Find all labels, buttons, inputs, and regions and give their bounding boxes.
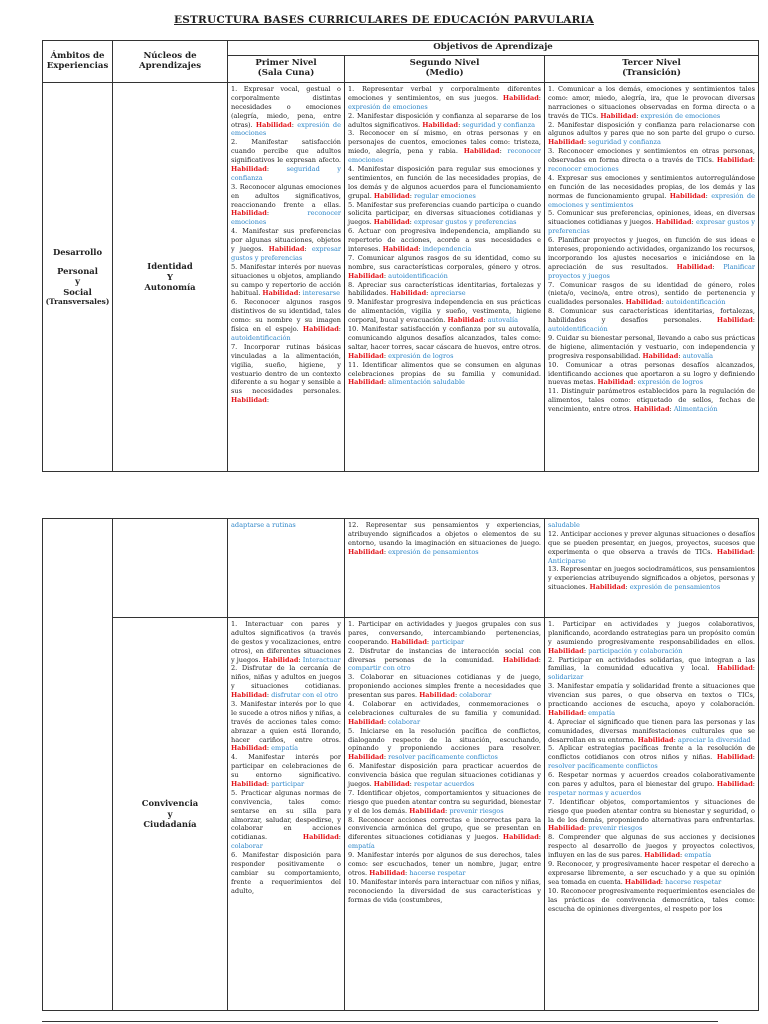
habilidad-value: respetar normas y acuerdos [548, 788, 642, 797]
objetivo-item: 6. Manifestar disposición para practicar acuerdos de convivencia básica que regulan situaciones cotidianas y juegos. Habilidad: respetar acuerdos [348, 762, 541, 789]
habilidad-label: Habilidad [348, 717, 384, 726]
objetivo-text: 10. Manifestar satisfacción y confianza por su autovalía, comunicando algunos desafíos alcanzados, tales como: saltar, hacer torres, sacar cáscara de huevos, entre otros. [348, 325, 541, 351]
objetivo-text: 1. Representar verbal y corporalmente diferentes emociones y sentimientos, en sus juegos. [348, 85, 541, 102]
objetivo-text: 6. Actuar con progresiva independencia, ampliando su repertorio de acciones, acorde a sus necesidades e intereses. [348, 227, 541, 254]
objetivo-item: 6. Respetar normas y acuerdos creados colaborativamente con pares y adultos, para el bienestar del grupo. Habilidad: respetar normas y acuerdos [548, 771, 755, 797]
objetivo-item: 4. Colaborar en actividades, conmemoraciones o celebraciones culturales de su familia y comunidad. Habilidad: colaborar [348, 700, 541, 726]
habilidad-value: disfrutar con el otro [271, 691, 338, 700]
objetivo-item: 7. Identificar objetos, comportamientos y situaciones de riesgo que pueden atentar contra su seguridad, bienestar y el de los demás. Habilidad: prevenir riesgos [348, 788, 541, 815]
curriculum-table-page2 [42, 518, 759, 1011]
habilidad-label: Habilidad [625, 298, 662, 307]
objetivo-item: 3. Manifestar empatía y solidaridad frente a situaciones que vivencian sus pares, o que observa en textos o TICs, practicando acciones de escucha, apoyo y colaboración. Habilidad: empatía [548, 682, 755, 717]
objetivo-text: 3. Reconocer en sí mismo, en otras personas y en personajes de cuentos, emociones tales como: tristeza, miedo, alegría, pena y rabia. [348, 129, 541, 156]
habilidad-label: Habilidad [502, 93, 539, 102]
segundo-nivel-sub: (Medio) [425, 68, 464, 78]
objetivo-item: 4. Apreciar el significado que tienen para las personas y las comunidades, diversas manifestaciones culturales que se desarrollan en su entorno. Habilidad: apreciar la diversidad [548, 717, 755, 744]
objetivo-item: 1. Representar verbal y corporalmente diferentes emociones y sentimientos, en sus juegos. Habilidad: expresión de emociones [348, 85, 541, 111]
habilidad-value: seguridad y confianza [462, 120, 536, 129]
habilidad-value: independencia [422, 245, 472, 254]
habilidad-label: Habilidad [373, 780, 410, 789]
habilidad-value: reconocer emociones [548, 165, 619, 174]
objetivo-item: 6. Actuar con progresiva independencia, ampliando su repertorio de acciones, acorde a sus necesidades e intereses. Habilidad: independencia [348, 227, 541, 254]
objetivo-item: 3. Reconocer algunas emociones en adultos significativos, reaccionando frente a ellas. Habilidad: reconocer emociones [231, 182, 341, 227]
objetivo-text: 4. Expresar sus emociones y sentimientos autorregulándose en función de las necesidades propias, de los demás y las normas de funcionamiento grupal. [548, 173, 755, 200]
habilidad-value: seguridad y confianza [588, 138, 661, 147]
objetivo-text: 5. Practicar algunas normas de convivencia, tales como: sentarse en su silla para almorzar, saludar, despedirse, y colaborar en acciones cotidianas. [231, 788, 341, 842]
objetivo-item [548, 887, 755, 914]
habilidad-label: Habilidad [302, 325, 339, 334]
nucleo-identidad-autonomia [113, 83, 228, 472]
habilidad-label: Habilidad [391, 637, 427, 646]
objetivo-text: 2. Manifestar satisfacción cuando percibe que adultos significativos le expresan afecto. [231, 138, 341, 165]
objetivo-item: 9. Manifestar progresiva independencia en sus prácticas de alimentación, vigilia y sueño, vestimenta, higiene corporal, bucal y evacuación. Habilidad: autovalía [348, 298, 541, 325]
objetivo-text: 10. Comunicar a otras personas desafíos alcanzados, identificando acciones que aportaron a su logro y definiendo nuevas metas. [548, 360, 755, 387]
objetivo-item: 8. Reconocer acciones correctas e incorrectas para la convivencia armónica del grupo, que se presentan en diferentes situaciones cotidianas y juegos. Habilidad: empatía [348, 815, 541, 851]
objetivo-item: 11. Distinguir parámetros establecidos para la regulación de alimentos, tales como: etiquetado de sellos, fechas de vencimiento, entre otros. Habilidad: Alimentación [548, 387, 755, 414]
objetivo-item: 5. Manifestar sus preferencias cuando participa o cuando solicita participar, en diversas situaciones cotidianas y juegos. Habilidad: expresar gustos y preferencias [348, 200, 541, 227]
habilidad-label: Habilidad [502, 833, 539, 842]
nucleo-line: Convivencia [141, 798, 199, 809]
habilidad-value: expresar gustos y preferencias [231, 245, 341, 262]
habilidad-label: Habilidad [597, 378, 634, 387]
objetivo-text: 7. Comunicar rasgos de su identidad de género, roles (nieta/o, vecino/a, entre otros), sentido de pertenencia y cualidades personales. [548, 280, 755, 307]
objetivo-text: 8. Apreciar sus características identitarias, fortalezas y habilidades. [348, 280, 541, 298]
objetivo-item: 13. Representar en juegos sociodramáticos, sus pensamientos y experiencias atribuyendo significados a objetos, personas y situaciones. Habilidad: expresión de pensamientos [548, 565, 755, 592]
objetivo-item [231, 521, 341, 530]
objetivos-list [228, 83, 344, 470]
objetivo-item: 7. Comunicar algunos rasgos de su identidad, como su nombre, sus características corporales, género y otros. Habilidad: autoidentificación [348, 253, 541, 280]
objetivo-item: 9. Manifestar interés por algunos de sus derechos, tales como: ser escuchados, tener un nombre, jugar, entre otros. Habilidad: hacerse respetar [348, 851, 541, 877]
objetivo-item: 8. Comprender que algunas de sus acciones y decisiones respecto al desarrollo de juegos y proyectos colectivos, influyen en las de sus pares. Habilidad: empatía [548, 833, 755, 860]
objetivo-text: 3. Manifestar empatía y solidaridad frente a situaciones que vivencian sus pares, o que observa en textos o TICs, practicando acciones de escucha, apoyo y colaboración. [548, 682, 755, 709]
habilidad-value: respetar acuerdos [413, 780, 475, 789]
habilidad-value: apreciarse [430, 289, 466, 298]
habilidad-value: participar [431, 637, 465, 646]
objetivos-list [228, 519, 344, 616]
objetivo-text: 2. Participar en actividades solidarias, que integran a las familias, la comunidad educativa y local. [548, 655, 755, 673]
habilidad-value: expresión de emociones [640, 111, 721, 120]
habilidad-label: Habilidad [231, 780, 267, 789]
objetivo-item: 10. Manifestar satisfacción y confianza por su autovalía, comunicando algunos desafíos alcanzados, tales como: saltar, hacer torres, sacar cáscara de huevos, entre otros. Habilidad: expresión de logros [348, 325, 541, 360]
habilidad-label: Habilidad [644, 851, 681, 860]
habilidad-value: autovalía [487, 316, 518, 325]
habilidad-value: empatía [348, 842, 375, 851]
objetivo-text: 3. Reconocer emociones y sentimientos en otras personas, observadas en forma directa o a través de TICs. [548, 147, 755, 165]
habilidad-label: Habilidad [716, 664, 753, 673]
objetivo-text: 12. Anticipar acciones y prever algunas situaciones o desafíos que se pueden presentar, en juegos, proyectos, sucesos que experimenta o que observa a través de TICs. [548, 529, 755, 556]
header-primer-nivel [228, 56, 345, 83]
objetivo-text: 12. Representar sus pensamientos y experiencias, atribuyendo significados a objetos o elementos de su entorno, usando la imaginación en situaciones de juego. [348, 521, 541, 547]
habilidad-label: Habilidad [231, 165, 267, 174]
objetivos-list [545, 519, 758, 616]
habilidad-label: Habilidad [348, 351, 384, 360]
objetivo-item: 8. Comunicar sus características identitarias, fortalezas, habilidades y desafíos personales. Habilidad: autoidentificación [548, 307, 755, 334]
habilidad-label: Habilidad [716, 780, 753, 789]
identidad-cont-segundo-cell [345, 519, 545, 618]
identidad-cont-primer-cell [228, 519, 345, 618]
objetivo-text: 5. Aplicar estrategias pacíficas frente a la resolución de conflictos cotidianos con otros niños y niñas. [548, 744, 755, 762]
habilidad-value: reconocer emociones [348, 147, 541, 165]
nucleo-continuation-cell [113, 519, 228, 618]
header-nucleos: Núcleos de Aprendizajes [113, 41, 228, 83]
objetivo-text: 9. Manifestar interés por algunos de sus derechos, tales como: ser escuchados, tener un nombre, jugar, entre otros. [348, 851, 541, 877]
habilidad-label: Habilidad [589, 583, 626, 592]
objetivo-text: 3. Colaborar en situaciones cotidianas y de juego, proponiendo acciones simples frente a necesidades que presentan sus pares. [348, 673, 541, 700]
habilidad-label: Habilidad [373, 191, 410, 200]
habilidad-label: Habilidad [716, 316, 753, 325]
objetivo-text: 4. Apreciar el significado que tienen para las personas y las comunidades, diversas manifestaciones culturales que se desarrollan en su entorno. [548, 717, 755, 744]
habilidad-label: Habilidad [637, 735, 674, 744]
habilidad-value: adaptarse a rutinas [231, 521, 296, 529]
objetivo-item: 4. Manifestar disposición para regular sus emociones y sentimientos, en función de las necesidades propias, de los demás y de algunos acuerdos para el funcionamiento grupal. Habilidad: regular emociones [348, 165, 541, 200]
primer-nivel-label: Primer Nivel [255, 58, 317, 69]
identidad-cont-tercer-cell [545, 519, 759, 618]
habilidad-label: Habilidad [463, 147, 500, 156]
habilidad-value: expresar gustos y preferencias [413, 218, 517, 227]
habilidad-value: expresión de logros [637, 378, 703, 387]
habilidad-label: Habilidad [231, 744, 267, 753]
habilidad-value: apreciar la diversidad [677, 735, 751, 744]
objetivo-item [548, 521, 755, 530]
objetivo-text: 7. Identificar objetos, comportamientos y situaciones de riesgo que pueden atentar contra su bienestar y seguridad, o la de los demás, proponiendo alternativas para enfrentarlas. [548, 797, 755, 824]
objetivo-text: 5. Iniciarse en la resolución pacífica de conflictos, dialogando respecto de la situación, escuchando, opinando y proponiendo acciones para resolver. [348, 726, 541, 753]
habilidad-label: Habilidad [676, 262, 713, 271]
objetivo-item: 2. Participar en actividades solidarias, que integran a las familias, la comunidad educativa y local. Habilidad: solidarizar [548, 655, 755, 682]
habilidad-value: expresión de emociones [231, 120, 341, 138]
objetivo-text: 5. Manifestar interés por nuevas situaciones u objetos, ampliando su campo y repertorio de acción habitual. [231, 262, 341, 298]
ambito-line: Personal [57, 265, 98, 276]
next-page-top-border [42, 1021, 718, 1022]
objetivo-text: 4. Manifestar sus preferencias por algunas situaciones, objetos y juegos. [231, 227, 341, 254]
nucleo-line: Autonomía [144, 282, 196, 293]
objetivo-text: 11. Distinguir parámetros establecidos para la regulación de alimentos, tales como: etiquetado de sellos, fechas de vencimiento, entre otros. [548, 387, 755, 414]
objetivo-text: 1. Participar en actividades y juegos colaborativos, planificando, acordando estrategias para un propósito común y asumiendo progresivamente responsabilidades en ellos. [548, 620, 755, 646]
habilidad-label: Habilidad [302, 833, 339, 842]
habilidad-label: Habilidad [548, 138, 584, 147]
ambito-line: (Transversales) [45, 297, 110, 307]
habilidad-label: Habilidad [624, 877, 661, 886]
header-segundo-nivel [345, 56, 545, 83]
habilidad-label: Habilidad [231, 691, 267, 700]
objetivo-item: 7. Identificar objetos, comportamientos y situaciones de riesgo que pueden atentar contra su bienestar y seguridad, o la de los demás, proponiendo alternativas para enfrentarlas. Habilidad: prevenir riesgos [548, 797, 755, 833]
habilidad-value: colaborar [231, 842, 263, 851]
habilidad-value: empatía [271, 744, 298, 753]
habilidad-value: colaborar [459, 691, 492, 700]
habilidad-label: Habilidad [369, 868, 406, 877]
habilidad-label: Habilidad [348, 271, 384, 280]
tercer-nivel-sub: (Transición) [622, 68, 681, 78]
primer-nivel-sub: (Sala Cuna) [257, 68, 315, 78]
objetivo-item: 1. Interactuar con pares y adultos significativos (a través de gestos y vocalizaciones, entre otros), en diferentes situaciones y juegos. Habilidad: Interactuar [231, 620, 341, 664]
objetivos-list [545, 83, 758, 470]
habilidad-value: prevenir riesgos [588, 824, 643, 833]
habilidad-value: saludable [548, 521, 580, 529]
objetivo-item [231, 851, 341, 895]
objetivo-item: 4. Manifestar sus preferencias por algunas situaciones, objetos y juegos. Habilidad: expresar gustos y preferencias [231, 227, 341, 262]
objetivo-item: 4. Manifestar interés por participar en celebraciones de su entorno significativo. Habilidad: participar [231, 753, 341, 789]
habilidad-label: Habilidad [255, 120, 292, 129]
objetivo-text: 13. Representar en juegos sociodramáticos, sus pensamientos y experiencias atribuyendo significados a objetos, personas y situaciones. [548, 565, 755, 592]
habilidad-label: Habilidad [716, 547, 753, 556]
objetivo-text: 6. Manifestar disposición para practicar acuerdos de convivencia básica que regulan situaciones cotidianas y juegos. [348, 762, 541, 789]
objetivo-item: 12. Anticipar acciones y prever algunas situaciones o desafíos que se pueden presentar, en juegos, proyectos, sucesos que experimenta o que observa a través de TICs. Habilidad: Anticiparse [548, 529, 755, 565]
nucleo-line: y [167, 808, 173, 819]
habilidad-label: Habilidad [231, 396, 267, 405]
habilidad-value: autovalía [682, 351, 714, 360]
habilidad-value: expresar gustos y preferencias [548, 218, 755, 236]
identidad-tercer-nivel-cell [545, 83, 759, 472]
objetivo-item: 3. Manifestar interés por lo que le sucede a otros niños y niñas, a través de acciones tales como: abrazar a quien está llorando, hacer cariños, entre otros. Habilidad: empatía [231, 700, 341, 753]
habilidad-label: Habilidad [262, 655, 299, 664]
objetivo-text: 2. Manifestar disposición y confianza para relacionarse con algunos adultos y pares que no son parte del grupo o curso. [548, 120, 755, 138]
ambito-line: y [75, 276, 80, 287]
objetivo-text: 1. Expresar vocal, gestual o corporalmente distintas necesidades o emociones (alegría, miedo, pena, entre otras). [231, 85, 341, 129]
habilidad-value: Alimentación [673, 405, 718, 414]
habilidad-value: regular emociones [414, 191, 476, 200]
habilidad-label: Habilidad [409, 806, 446, 815]
curriculum-table-page1 [42, 40, 759, 472]
habilidad-value: prevenir riesgos [449, 806, 504, 815]
habilidad-label: Habilidad [348, 378, 384, 387]
habilidad-label: Habilidad [548, 708, 584, 717]
habilidad-label: Habilidad [548, 646, 584, 655]
objetivo-item: 4. Expresar sus emociones y sentimientos autorregulándose en función de las necesidades propias, de los demás y las normas de funcionamiento grupal. Habilidad: expresión de emociones y sentimientos [548, 173, 755, 209]
objetivo-item: 3. Reconocer en sí mismo, en otras personas y en personajes de cuentos, emociones tales como: tristeza, miedo, alegría, pena y rabia. Habilidad: reconocer emociones [348, 129, 541, 165]
objetivo-text: 1. Interactuar con pares y adultos significativos (a través de gestos y vocalizaciones, entre otros), en diferentes situaciones y juegos. [231, 620, 341, 664]
objetivo-text: 2. Disfrutar de la cercanía de niños, niñas y adultos en juegos y situaciones cotidianas. [231, 664, 341, 691]
habilidad-label: Habilidad [633, 405, 670, 414]
objetivo-text: 5. Manifestar sus preferencias cuando participa o cuando solicita participar, en diversas situaciones cotidianas y juegos. [348, 200, 541, 227]
habilidad-value: empatía [684, 851, 712, 860]
objetivos-list [228, 618, 344, 1009]
habilidad-label: Habilidad [348, 753, 384, 762]
objetivo-item: 7. Incorporar rutinas básicas vinculadas a la alimentación, vigilia, sueño, higiene, y vestuario dentro de un contexto diferente a su hogar y sensible a sus necesidades personales. Habilidad: [231, 342, 341, 405]
convivencia-tercer-nivel-cell [545, 618, 759, 1011]
convivencia-primer-nivel-cell [228, 618, 345, 1011]
habilidad-label: Habilidad [268, 245, 305, 254]
objetivo-item: 9. Reconocer, y progresivamente hacer respetar el derecho a expresarse libremente, a ser escuchado y a que su opinión sea tomada en cuenta. Habilidad: hacerse respetar [548, 860, 755, 886]
objetivo-item [348, 878, 541, 905]
habilidad-label: Habilidad [669, 191, 706, 200]
habilidad-label: Habilidad [231, 209, 267, 218]
habilidad-label: Habilidad [642, 351, 679, 360]
habilidad-value: resolver pacíficamente conflictos [388, 753, 498, 762]
habilidad-label: Habilidad [502, 655, 539, 664]
document-title: ESTRUCTURA BASES CURRICULARES DE EDUCACIÓN PARVULARIA [174, 14, 594, 26]
habilidad-label: Habilidad [716, 753, 753, 762]
habilidad-label: Habilidad [600, 111, 637, 120]
objetivo-item: 8. Apreciar sus características identitarias, fortalezas y habilidades. Habilidad: apreciarse [348, 280, 541, 298]
habilidad-value: compartir con otro [348, 664, 411, 673]
habilidad-label: Habilidad [373, 218, 410, 227]
tercer-nivel-label: Tercer Nivel [622, 58, 681, 69]
objetivo-text: 9. Reconocer, y progresivamente hacer respetar el derecho a expresarse libremente, a ser escuchado y a que su opinión sea tomada en cuenta. [548, 860, 755, 886]
objetivo-text: 6. Reconocer algunos rasgos distintivos de su identidad, tales como: su nombre y su imagen física en el espejo. [231, 298, 341, 334]
objetivo-item: 1. Participar en actividades y juegos grupales con sus pares, conversando, intercambiando pertenencias, cooperando. Habilidad: participar [348, 620, 541, 646]
objetivo-item: 6. Planificar proyectos y juegos, en función de sus ideas e intereses, proponiendo actividades, organizando los recursos, incorporando los ajustes necesarios e iniciándose en la apreciación de sus resultados. Habilidad: Planificar proyectos y juegos [548, 236, 755, 280]
habilidad-label: Habilidad [447, 316, 484, 325]
habilidad-value: participar [271, 780, 305, 789]
objetivo-item: 11. Identificar alimentos que se consumen en algunas celebraciones propias de su familia y comunidad. Habilidad: alimentación saludable [348, 360, 541, 387]
habilidad-value: empatía [588, 708, 615, 717]
habilidad-value: expresión de emociones [348, 102, 428, 111]
objetivos-list [345, 519, 544, 616]
objetivo-text: 3. Reconocer algunas emociones en adultos significativos, reaccionando frente a ellas. [231, 182, 341, 209]
nucleo-convivencia-ciudadania [113, 618, 228, 1011]
habilidad-value: expresión de emociones y sentimientos [548, 191, 755, 209]
objetivo-text: 4. Colaborar en actividades, conmemoraciones o celebraciones culturales de su familia y comunidad. [348, 700, 541, 717]
habilidad-label: Habilidad [262, 289, 299, 298]
nucleo-line: Ciudadanía [143, 819, 197, 830]
habilidad-value: autoidentificación [388, 271, 448, 280]
objetivo-text: 7. Incorporar rutinas básicas vinculadas a la alimentación, vigilia, sueño, higiene, y vestuario dentro de un contexto diferente a su hogar y sensible a sus necesidades personales. [231, 342, 341, 396]
habilidad-value: expresión de pensamientos [629, 583, 721, 592]
objetivo-item: 6. Reconocer algunos rasgos distintivos de su identidad, tales como: su nombre y su imagen física en el espejo. Habilidad: autoidentificación [231, 298, 341, 342]
habilidad-value: reconocer emociones [231, 209, 341, 227]
objetivo-text: 3. Manifestar interés por lo que le sucede a otros niños y niñas, a través de acciones tales como: abrazar a quien está llorando, hacer cariños, entre otros. [231, 700, 341, 744]
habilidad-value: participación y colaboración [588, 646, 683, 655]
objetivo-item: 2. Manifestar disposición y confianza al separarse de los adultos significativos. Habilidad: seguridad y confianza [348, 111, 541, 129]
objetivo-text: 10. Reconocer progresivamente requerimientos esenciales de las prácticas de convivencia democrática, tales como: escucha de opiniones divergentes, el respeto por los [548, 886, 755, 913]
habilidad-value: alimentación saludable [388, 378, 465, 387]
habilidad-label: Habilidad [419, 691, 455, 700]
habilidad-value: autoidentificación [231, 333, 291, 342]
objetivo-text: 1. Participar en actividades y juegos grupales con sus pares, conversando, intercambiando pertenencias, cooperando. [348, 620, 541, 646]
objetivo-item: 5. Practicar algunas normas de convivencia, tales como: sentarse en su silla para almorzar, saludar, despedirse, y colaborar en acciones cotidianas. Habilidad: colaborar [231, 788, 341, 851]
convivencia-segundo-nivel-cell [345, 618, 545, 1011]
objetivo-text: 8. Reconocer acciones correctas e incorrectas para la convivencia armónica del grupo, que se presentan en diferentes situaciones cotidianas y juegos. [348, 815, 541, 842]
objetivos-list [545, 618, 758, 1009]
objetivos-list [345, 618, 544, 1009]
objetivo-item: 1. Expresar vocal, gestual o corporalmente distintas necesidades o emociones (alegría, miedo, pena, entre otras). Habilidad: expresión de emociones [231, 85, 341, 138]
header-objetivos: Objetivos de Aprendizaje [228, 41, 759, 56]
ambito-continuation-cell [43, 519, 113, 1011]
habilidad-label: Habilidad [548, 824, 584, 833]
habilidad-value: expresión de logros [388, 351, 454, 360]
objetivo-text: 7. Identificar objetos, comportamientos y situaciones de riesgo que pueden atentar contra su seguridad, bienestar y el de los demás. [348, 788, 541, 815]
identidad-primer-nivel-cell [228, 83, 345, 472]
objetivo-text: 8. Comprender que algunas de sus acciones y decisiones respecto al desarrollo de juegos y proyectos colectivos, influyen en las de sus pares. [548, 833, 755, 860]
habilidad-value: Anticiparse [548, 556, 586, 565]
nucleo-line: Identidad [147, 261, 193, 272]
objetivo-item: 9. Cuidar su bienestar personal, llevando a cabo sus prácticas de higiene, alimentación y vestuario, con independencia y progresiva responsabilidad. Habilidad: autovalía [548, 333, 755, 360]
objetivo-text: 6. Respetar normas y acuerdos creados colaborativamente con pares y adultos, para el bienestar del grupo. [548, 771, 755, 789]
habilidad-value: interesarse [302, 289, 341, 298]
habilidad-value: Planificar proyectos y juegos [548, 262, 755, 280]
objetivo-item: 2. Disfrutar de instancias de interacción social con diversas personas de la comunidad. Habilidad: compartir con otro [348, 646, 541, 673]
objetivo-text: 2. Disfrutar de instancias de interacción social con diversas personas de la comunidad. [348, 646, 541, 664]
objetivo-text: 6. Manifestar disposición para responder positivamente o cambiar su comportamiento, frente a requerimientos del adulto, [231, 851, 341, 895]
habilidad-label: Habilidad [716, 156, 753, 165]
objetivo-item: 5. Iniciarse en la resolución pacífica de conflictos, dialogando respecto de la situación, escuchando, opinando y proponiendo acciones para resolver. Habilidad: resolver pacíficamente conflictos [348, 726, 541, 762]
objetivo-item: 2. Disfrutar de la cercanía de niños, niñas y adultos en juegos y situaciones cotidianas. Habilidad: disfrutar con el otro [231, 664, 341, 700]
habilidad-label: Habilidad [382, 245, 419, 254]
habilidad-value: colaborar [388, 717, 421, 726]
habilidad-value: solidarizar [548, 673, 584, 682]
habilidad-value: hacerse respetar [665, 877, 722, 886]
objetivo-text: 5. Comunicar sus preferencias, opiniones, ideas, en diversas situaciones cotidianas y juegos. [548, 209, 755, 227]
habilidad-label: Habilidad [390, 289, 427, 298]
objetivo-text: 10. Manifestar interés para interactuar con niños y niñas, reconociendo la diversidad de sus características y formas de vida (costumbres, [348, 877, 541, 904]
objetivo-text: 2. Manifestar disposición y confianza al separarse de los adultos significativos. [348, 111, 541, 129]
objetivo-item: 3. Reconocer emociones y sentimientos en otras personas, observadas en forma directa o a través de TICs. Habilidad: reconocer emociones [548, 147, 755, 174]
objetivo-item: 2. Manifestar satisfacción cuando percibe que adultos significativos le expresan afecto. Habilidad: seguridad y confianza [231, 138, 341, 182]
objetivo-text: 9. Cuidar su bienestar personal, llevando a cabo sus prácticas de higiene, alimentación y vestuario, con independencia y progresiva responsabilidad. [548, 333, 755, 360]
nucleo-line: Y [167, 271, 173, 282]
objetivo-item: 5. Comunicar sus preferencias, opiniones, ideas, en diversas situaciones cotidianas y juegos. Habilidad: expresar gustos y preferencias [548, 209, 755, 236]
habilidad-value: hacerse respetar [409, 868, 466, 877]
objetivo-item: 2. Manifestar disposición y confianza para relacionarse con algunos adultos y pares que no son parte del grupo o curso. Habilidad: seguridad y confianza [548, 120, 755, 147]
objetivo-text: 6. Planificar proyectos y juegos, en función de sus ideas e intereses, proponiendo actividades, organizando los recursos, incorporando los ajustes necesarios e iniciándose en la apreciación de sus resultados. [548, 236, 755, 271]
habilidad-value: autoidentificación [548, 325, 608, 334]
habilidad-label: Habilidad [348, 547, 384, 556]
habilidad-value: expresión de pensamientos [388, 547, 479, 556]
header-ambitos: Ámbitos de Experiencias [43, 41, 113, 83]
objetivo-text: 11. Identificar alimentos que se consumen en algunas celebraciones propias de su familia y comunidad. [348, 360, 541, 378]
ambito-line: Social [63, 286, 92, 297]
habilidad-value: resolver pacíficamente conflictos [548, 762, 658, 771]
ambito-desarrollo-personal-social [43, 83, 113, 472]
header-tercer-nivel [545, 56, 759, 83]
objetivo-text: 8. Comunicar sus características identitarias, fortalezas, habilidades y desafíos personales. [548, 307, 755, 325]
objetivo-item: 5. Aplicar estrategias pacíficas frente a la resolución de conflictos cotidianos con otros niños y niñas. Habilidad: resolver pacíficamente conflictos [548, 744, 755, 771]
objetivo-text: 9. Manifestar progresiva independencia en sus prácticas de alimentación, vigilia y sueño, vestimenta, higiene corporal, bucal y evacuación. [348, 298, 541, 325]
habilidad-value: Interactuar [302, 655, 341, 664]
objetivo-item: 3. Colaborar en situaciones cotidianas y de juego, proponiendo acciones simples frente a necesidades que presentan sus pares. Habilidad: colaborar [348, 673, 541, 700]
habilidad-value: autoidentificación [665, 298, 726, 307]
objetivos-list [345, 83, 544, 470]
objetivo-text: 1. Comunicar a los demás, emociones y sentimientos tales como: amor, miedo, alegría, ira, que le provocan diversas narraciones o situaciones observadas en forma directa o a través de TICs. [548, 85, 755, 120]
objetivo-text: 4. Manifestar interés por participar en celebraciones de su entorno significativo. [231, 753, 341, 780]
objetivo-text: 7. Comunicar algunos rasgos de su identidad, como su nombre, sus características corporales, género y otros. [348, 253, 541, 271]
habilidad-label: Habilidad [655, 218, 692, 227]
segundo-nivel-label: Segundo Nivel [409, 58, 480, 69]
ambito-line: Desarrollo [52, 247, 103, 258]
objetivo-item: 7. Comunicar rasgos de su identidad de género, roles (nieta/o, vecino/a, entre otros), sentido de pertenencia y cualidades personales. Habilidad: autoidentificación [548, 280, 755, 307]
objetivo-text: 4. Manifestar disposición para regular sus emociones y sentimientos, en función de las necesidades propias, de los demás y de algunos acuerdos para el funcionamiento grupal. [348, 165, 541, 200]
habilidad-value: seguridad y confianza [231, 165, 341, 182]
objetivo-item: 1. Comunicar a los demás, emociones y sentimientos tales como: amor, miedo, alegría, ira, que le provocan diversas narraciones o situaciones observadas en forma directa o a través de TICs. Habilidad: expresión de emociones [548, 85, 755, 120]
objetivo-item: 12. Representar sus pensamientos y experiencias, atribuyendo significados a objetos o elementos de su entorno, usando la imaginación en situaciones de juego. Habilidad: expresión de pensamientos [348, 521, 541, 556]
objetivo-item: 1. Participar en actividades y juegos colaborativos, planificando, acordando estrategias para un propósito común y asumiendo progresivamente responsabilidades en ellos. Habilidad: participación y colaboración [548, 620, 755, 655]
objetivo-item: 5. Manifestar interés por nuevas situaciones u objetos, ampliando su campo y repertorio de acción habitual. Habilidad: interesarse [231, 262, 341, 298]
objetivo-item: 10. Comunicar a otras personas desafíos alcanzados, identificando acciones que aportaron a su logro y definiendo nuevas metas. Habilidad: expresión de logros [548, 360, 755, 387]
habilidad-label: Habilidad [422, 120, 459, 129]
identidad-segundo-nivel-cell [345, 83, 545, 472]
